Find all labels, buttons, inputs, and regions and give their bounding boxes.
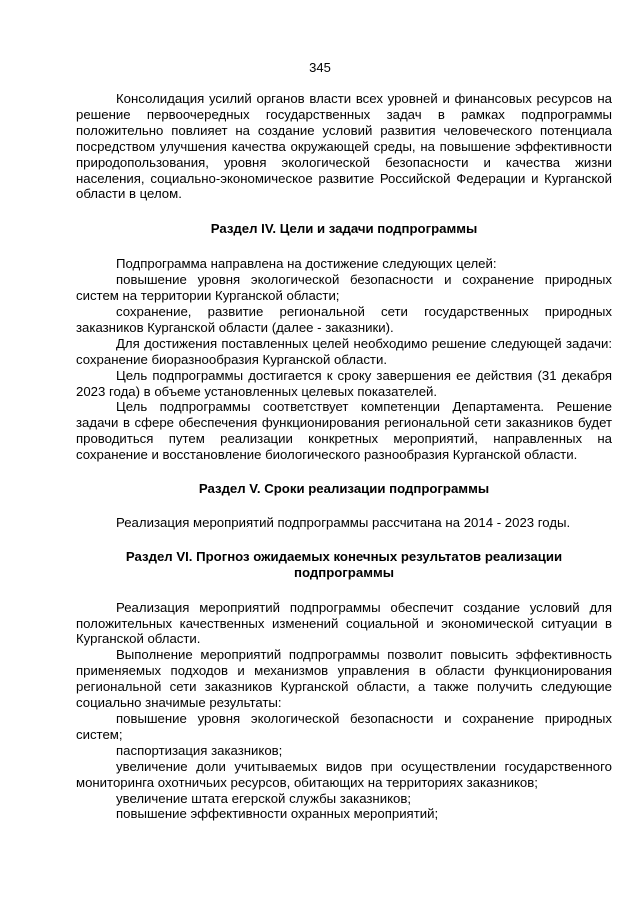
page-number: 345 (309, 60, 331, 75)
paragraph: Цель подпрограммы достигается к сроку завершения ее действия (31 декабря 2023 года) в объеме установленных целевых показателей. (76, 367, 612, 399)
paragraph: повышение уровня экологической безопасности и сохранение природных систем; (76, 711, 612, 742)
paragraph: сохранение, развитие региональной сети государственных природных заказников Курганской области (далее - заказники). (76, 303, 612, 335)
paragraph: увеличение штата егерской службы заказников; (116, 790, 412, 806)
paragraph: Реализация мероприятий подпрограммы обеспечит создание условий для положительных качественных изменений социальной и экономической ситуации в Курганской области. (76, 599, 612, 647)
document-body (76, 91, 612, 822)
paragraph: Реализация мероприятий подпрограммы рассчитана на 2014 - 2023 годы. (116, 514, 571, 530)
paragraph: Выполнение мероприятий подпрограммы позволит повысить эффективность применяемых подходов и механизмов управления в области функционирования региональной сети заказников Курганской области, а также получить следующие социально значимые результаты: (76, 647, 612, 711)
paragraph: Цель подпрограммы соответствует компетенции Департамента. Решение задачи в сфере обеспечения функционирования региональной сети заказников будет проводиться путем реализации конкретных мероприятий, направленных на сохранение и восстановление биологического разнообразия Курганской области. (76, 399, 612, 463)
paragraph: паспортизация заказников; (116, 742, 283, 758)
paragraph: Подпрограмма направлена на достижение следующих целей: (116, 256, 497, 272)
paragraph: Для достижения поставленных целей необходимо решение следующей задачи: сохранение биоразнообразия Курганской области. (76, 335, 612, 367)
paragraph: Консолидация усилий органов власти всех уровней и финансовых ресурсов на решение первоочередных государственных задач в рамках подпрограммы положительно повлияет на создание условий развития человеческого потенциала посредством улучшения качества окружающей среды, на повышение эффективности природопользования, уровня экологической безопасности и качества жизни населения, социально-экономическое развитие Российской Федерации и Курганской области в целом. (76, 91, 612, 202)
paragraph: повышение эффективности охранных мероприятий; (116, 806, 439, 822)
section-heading-v: Раздел V. Сроки реализации подпрограммы (198, 481, 490, 497)
section-heading-iv: Раздел IV. Цели и задачи подпрограммы (210, 221, 478, 237)
paragraph: увеличение доли учитываемых видов при осуществлении государственного мониторинга охотничьих ресурсов, обитающих на территориях заказников; (76, 758, 612, 790)
section-heading-vi: Раздел VI. Прогноз ожидаемых конечных результатов реализации подпрограммы (125, 548, 563, 580)
paragraph: повышение уровня экологической безопасности и сохранение природных систем на территории Курганской области; (76, 272, 612, 304)
